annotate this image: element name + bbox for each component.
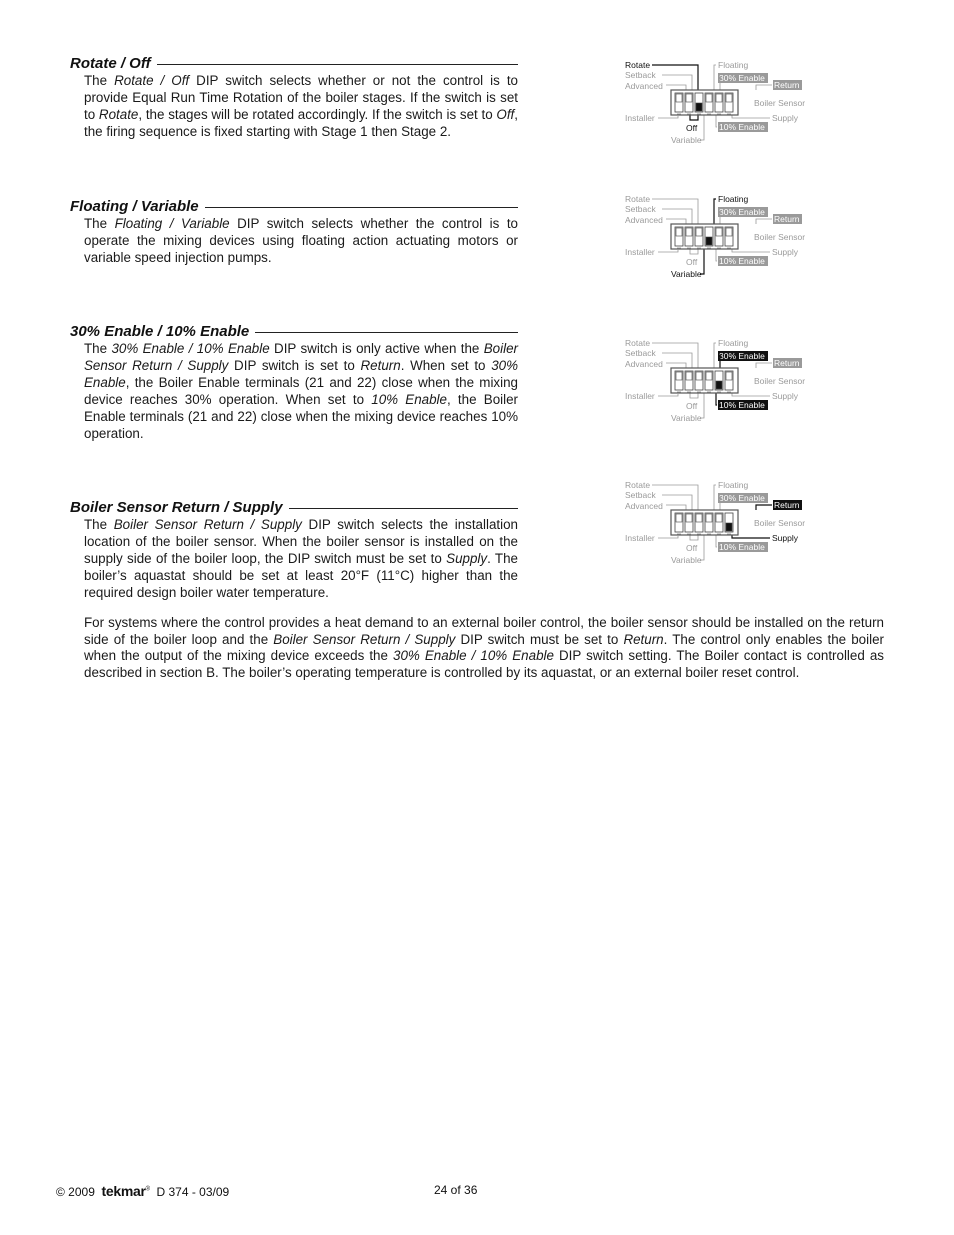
- text-run: . When set to: [400, 358, 492, 373]
- italic-term: Boiler Sensor Return / Supply: [113, 517, 302, 532]
- text-run: , the Boiler Enable terminals (21 and 22) close when the mixing device reaches 30% operation. When set to: [84, 375, 518, 407]
- section-rotate-off: [70, 54, 518, 140]
- italic-term: Rotate: [98, 107, 139, 122]
- label-return: Return: [774, 358, 800, 368]
- italic-term: Rotate / Off: [114, 73, 190, 88]
- italic-term: Floating / Variable: [114, 216, 230, 231]
- leader-line: [690, 115, 698, 120]
- heading-rule: [205, 207, 518, 208]
- logo-text: tekmar: [101, 1183, 146, 1199]
- heading-text: 30% Enable / 10% Enable: [70, 322, 250, 340]
- label-variable: Variable: [671, 269, 702, 279]
- section-paragraph: [70, 516, 518, 601]
- section-paragraph: [70, 72, 518, 140]
- dip-toggle: [706, 372, 712, 380]
- dip-toggle: [716, 381, 722, 389]
- leader-line: [716, 249, 717, 261]
- dip-toggle: [686, 372, 692, 380]
- leader-line: [662, 495, 692, 510]
- dip-diagram-boiler-sensor: [620, 478, 820, 568]
- text-run: , the Boiler Enable terminals (21 and 22) close when the mixing device reaches 10% operation.: [84, 392, 518, 441]
- dip-toggle: [716, 228, 722, 236]
- label-boiler_sensor: Boiler Sensor: [754, 98, 806, 108]
- label-setback: Setback: [625, 348, 656, 358]
- label-enable10: 10% Enable: [719, 122, 765, 132]
- italic-term: Return: [360, 358, 401, 373]
- label-enable30: 30% Enable: [719, 493, 765, 503]
- label-enable30: 30% Enable: [719, 351, 765, 361]
- label-enable30: 30% Enable: [719, 73, 765, 83]
- label-supply: Supply: [772, 113, 798, 123]
- dip-toggle: [696, 228, 702, 236]
- doc-number: D 374 - 03/09: [156, 1185, 230, 1199]
- label-enable10: 10% Enable: [719, 542, 765, 552]
- logo-reg: ®: [145, 1186, 150, 1193]
- label-installer: Installer: [625, 113, 655, 123]
- text-run: The: [84, 517, 114, 532]
- text-run: . The control only enables the boiler when the output of the mixing device exceeds the: [84, 631, 884, 664]
- label-floating: Floating: [718, 338, 749, 348]
- leader-line: [756, 85, 772, 90]
- section-heading: [70, 54, 518, 72]
- dip-toggle: [706, 94, 712, 102]
- label-advanced: Advanced: [625, 81, 663, 91]
- text-run: The: [84, 341, 112, 356]
- text-run: DIP switch selects the installation location of the boiler sensor. When the boiler sensor is installed on the supply side of the boiler loop, the DIP switch must be set to: [84, 517, 518, 566]
- footer-left: [56, 1183, 229, 1199]
- text-run: The: [84, 216, 115, 231]
- leader-line: [666, 219, 686, 224]
- leader-line: [714, 485, 716, 510]
- label-variable: Variable: [671, 135, 702, 145]
- label-off: Off: [686, 257, 698, 267]
- leader-line: [666, 363, 686, 368]
- label-return: Return: [774, 80, 800, 90]
- leader-line: [690, 535, 698, 540]
- label-setback: Setback: [625, 490, 656, 500]
- dip-diagram-enable: [620, 336, 820, 426]
- dip-toggle: [686, 228, 692, 236]
- page-number: 24 of 36: [434, 1183, 478, 1197]
- leader-line: [716, 115, 717, 127]
- italic-term: 10% Enable: [371, 392, 447, 407]
- heading-rule: [255, 332, 518, 333]
- label-setback: Setback: [625, 70, 656, 80]
- label-enable10: 10% Enable: [719, 256, 765, 266]
- section-boiler-sensor: [70, 498, 518, 601]
- label-supply: Supply: [772, 533, 798, 543]
- dip-toggle: [706, 514, 712, 522]
- label-advanced: Advanced: [625, 215, 663, 225]
- leader-line: [658, 536, 678, 538]
- section-heading: [70, 197, 518, 215]
- text-run: DIP switch selects whether or not the control is to provide Equal Run Time Rotation of the boiler stages. If the switch is set to: [84, 73, 519, 122]
- italic-term: Supply: [446, 551, 488, 566]
- leader-line: [756, 505, 772, 510]
- dip-toggle: [696, 372, 702, 380]
- dip-toggle: [726, 372, 732, 380]
- leader-line: [666, 85, 686, 90]
- label-floating: Floating: [718, 480, 749, 490]
- text-run: The: [84, 73, 115, 88]
- label-advanced: Advanced: [625, 359, 663, 369]
- dip-toggle: [676, 228, 682, 236]
- dip-toggle: [676, 94, 682, 102]
- label-return: Return: [774, 500, 800, 510]
- leader-line: [714, 65, 716, 90]
- label-variable: Variable: [671, 555, 702, 565]
- heading-text: Boiler Sensor Return / Supply: [70, 498, 283, 516]
- label-boiler_sensor: Boiler Sensor: [754, 518, 806, 528]
- label-installer: Installer: [625, 247, 655, 257]
- italic-term: Return: [623, 631, 664, 647]
- italic-term: 30% Enable / 10% Enable: [111, 341, 270, 356]
- text-run: DIP switch selects whether the control is to operate the mixing devices using floating action actuating motors or variable speed injection pumps.: [84, 216, 518, 265]
- label-setback: Setback: [625, 204, 656, 214]
- leader-line: [714, 343, 716, 368]
- label-rotate: Rotate: [625, 338, 651, 348]
- dip-toggle: [716, 514, 722, 522]
- text-run: , the firing sequence is fixed starting with Stage 1 then Stage 2.: [84, 107, 519, 139]
- heading-rule: [157, 64, 518, 65]
- leader-line: [662, 209, 692, 224]
- dip-toggle: [726, 94, 732, 102]
- leader-line: [658, 116, 678, 118]
- dip-toggle: [696, 514, 702, 522]
- copyright: © 2009: [56, 1185, 95, 1199]
- dip-toggle: [676, 372, 682, 380]
- leader-line: [714, 199, 716, 224]
- section-paragraph: [70, 215, 518, 266]
- heading-rule: [289, 508, 518, 509]
- section-floating-variable: [70, 197, 518, 266]
- italic-term: 30% Enable / 10% Enable: [393, 648, 554, 664]
- label-off: Off: [686, 123, 698, 133]
- dip-toggle: [726, 523, 732, 531]
- label-installer: Installer: [625, 533, 655, 543]
- label-advanced: Advanced: [625, 501, 663, 511]
- label-boiler_sensor: Boiler Sensor: [754, 376, 806, 386]
- leader-line: [756, 363, 772, 368]
- label-enable10: 10% Enable: [719, 400, 765, 410]
- section-enable: [70, 322, 518, 442]
- section-paragraph: [70, 340, 518, 442]
- text-run: DIP switch must be set to: [455, 631, 624, 647]
- leader-line: [658, 250, 678, 252]
- label-return: Return: [774, 214, 800, 224]
- text-run: . The boiler’s aquastat should be set at least 20°F (11°C) higher than the required design boiler water temperature.: [84, 551, 518, 600]
- heading-text: Floating / Variable: [70, 197, 199, 215]
- label-floating: Floating: [718, 194, 749, 204]
- leader-line: [716, 393, 717, 405]
- dip-toggle: [686, 514, 692, 522]
- dip-toggle: [686, 94, 692, 102]
- label-boiler_sensor: Boiler Sensor: [754, 232, 806, 242]
- label-floating: Floating: [718, 60, 749, 70]
- label-installer: Installer: [625, 391, 655, 401]
- label-supply: Supply: [772, 391, 798, 401]
- label-rotate: Rotate: [625, 194, 651, 204]
- leader-line: [662, 75, 692, 90]
- text-run: DIP switch setting. The Boiler contact is controlled as described in section B. The boiler’s operating temperature is controlled by its aquastat, or an external boiler reset control.: [84, 648, 884, 680]
- section-heading: [70, 322, 518, 340]
- italic-term: Off: [496, 107, 515, 122]
- leader-line: [690, 249, 698, 254]
- dip-toggle: [716, 94, 722, 102]
- leader-line: [662, 353, 692, 368]
- label-enable30: 30% Enable: [719, 207, 765, 217]
- label-supply: Supply: [772, 247, 798, 257]
- dip-diagram-rotate: [620, 58, 820, 148]
- dip-diagram-floating: [620, 192, 820, 282]
- dip-toggle: [676, 514, 682, 522]
- label-off: Off: [686, 401, 698, 411]
- dip-toggle: [696, 103, 702, 111]
- heading-text: Rotate / Off: [70, 54, 151, 72]
- section-heading: [70, 498, 518, 516]
- text-run: DIP switch is only active when the: [269, 341, 484, 356]
- tekmar-logo: [102, 1183, 150, 1199]
- label-off: Off: [686, 543, 698, 553]
- text-run: , the stages will be rotated accordingly. If the switch is set to: [138, 107, 497, 122]
- italic-term: Boiler Sensor Return / Supply: [84, 341, 518, 373]
- label-rotate: Rotate: [625, 60, 651, 70]
- label-rotate: Rotate: [625, 480, 651, 490]
- dip-toggle: [726, 228, 732, 236]
- text-run: For systems where the control provides a heat demand to an external boiler control, the boiler sensor should be installed on the return side of the boiler loop and the: [84, 615, 884, 647]
- leader-line: [690, 393, 698, 398]
- dip-toggle: [706, 237, 712, 245]
- italic-term: Boiler Sensor Return / Supply: [273, 631, 456, 647]
- italic-term: 30% Enable: [84, 358, 518, 390]
- text-run: DIP switch is set to: [228, 358, 361, 373]
- leader-line: [666, 505, 686, 510]
- leader-line: [716, 535, 717, 547]
- leader-line: [756, 219, 772, 224]
- leader-line: [658, 394, 678, 396]
- label-variable: Variable: [671, 413, 702, 423]
- closing-paragraph: [84, 615, 884, 681]
